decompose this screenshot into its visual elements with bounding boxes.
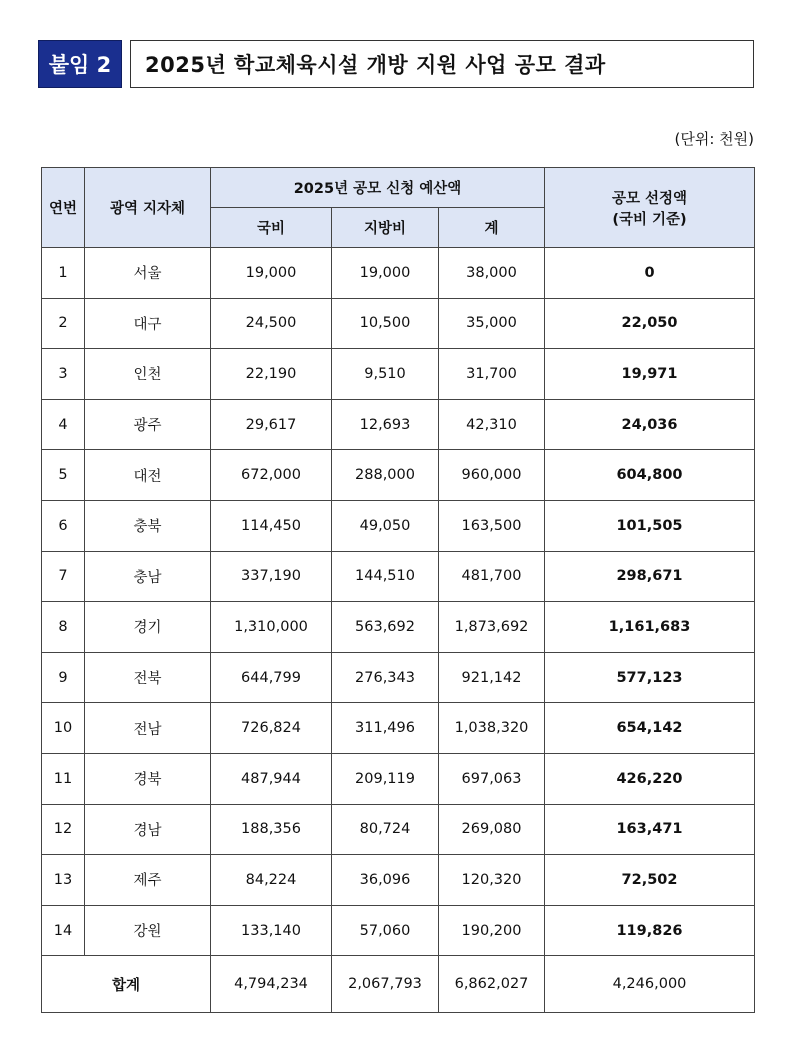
cell-region: 강원 [85,905,211,956]
cell-local: 209,119 [332,753,439,804]
header-request-group: 2025년 공모 신청 예산액 [211,168,545,208]
cell-no: 6 [42,500,85,551]
table-row [42,602,755,653]
cell-no: 4 [42,399,85,450]
cell-national: 487,944 [211,753,332,804]
cell-sum: 35,000 [439,298,545,349]
cell-national: 84,224 [211,855,332,906]
total-label: 합계 [42,956,211,1013]
cell-national: 1,310,000 [211,602,332,653]
cell-national: 24,500 [211,298,332,349]
cell-no: 10 [42,703,85,754]
table-row [42,855,755,906]
cell-national: 133,140 [211,905,332,956]
cell-local: 12,693 [332,399,439,450]
cell-national: 726,824 [211,703,332,754]
table-row [42,804,755,855]
cell-region: 전남 [85,703,211,754]
header-selected-line1: 공모 선정액 [611,190,688,207]
cell-region: 서울 [85,248,211,299]
cell-national: 672,000 [211,450,332,501]
cell-local: 19,000 [332,248,439,299]
table-row [42,399,755,450]
cell-no: 11 [42,753,85,804]
table-row [42,703,755,754]
cell-no: 1 [42,248,85,299]
cell-region: 경북 [85,753,211,804]
total-sum: 6,862,027 [439,956,545,1013]
header-local: 지방비 [332,208,439,248]
cell-national: 29,617 [211,399,332,450]
cell-selected: 1,161,683 [545,602,755,653]
cell-sum: 481,700 [439,551,545,602]
header-sum: 계 [439,208,545,248]
cell-selected: 298,671 [545,551,755,602]
cell-region: 경남 [85,804,211,855]
cell-selected: 654,142 [545,703,755,754]
table-row [42,349,755,400]
cell-selected: 119,826 [545,905,755,956]
table-row [42,500,755,551]
cell-local: 49,050 [332,500,439,551]
cell-national: 22,190 [211,349,332,400]
cell-sum: 1,873,692 [439,602,545,653]
cell-national: 114,450 [211,500,332,551]
cell-region: 충남 [85,551,211,602]
total-national: 4,794,234 [211,956,332,1013]
cell-sum: 1,038,320 [439,703,545,754]
table-row [42,248,755,299]
attachment-badge: 붙임 2 [38,40,122,88]
cell-no: 7 [42,551,85,602]
cell-sum: 269,080 [439,804,545,855]
table-row [42,753,755,804]
header-no: 연번 [42,168,85,248]
cell-sum: 163,500 [439,500,545,551]
cell-no: 5 [42,450,85,501]
cell-sum: 190,200 [439,905,545,956]
cell-local: 288,000 [332,450,439,501]
table-row [42,298,755,349]
cell-national: 188,356 [211,804,332,855]
cell-sum: 120,320 [439,855,545,906]
cell-region: 대전 [85,450,211,501]
cell-sum: 960,000 [439,450,545,501]
page-title: 2025년 학교체육시설 개방 지원 사업 공모 결과 [130,40,754,88]
table-row [42,652,755,703]
total-selected: 4,246,000 [545,956,755,1013]
cell-no: 14 [42,905,85,956]
cell-no: 9 [42,652,85,703]
cell-region: 광주 [85,399,211,450]
cell-national: 644,799 [211,652,332,703]
cell-selected: 577,123 [545,652,755,703]
cell-national: 19,000 [211,248,332,299]
cell-selected: 163,471 [545,804,755,855]
cell-sum: 42,310 [439,399,545,450]
cell-region: 제주 [85,855,211,906]
cell-no: 8 [42,602,85,653]
table-row [42,450,755,501]
cell-no: 3 [42,349,85,400]
header-national: 국비 [211,208,332,248]
cell-local: 311,496 [332,703,439,754]
cell-region: 대구 [85,298,211,349]
cell-no: 12 [42,804,85,855]
cell-selected: 22,050 [545,298,755,349]
cell-local: 80,724 [332,804,439,855]
header-region: 광역 지자체 [85,168,211,248]
cell-local: 563,692 [332,602,439,653]
cell-selected: 72,502 [545,855,755,906]
unit-label: (단위: 천원) [674,130,754,148]
cell-selected: 426,220 [545,753,755,804]
cell-selected: 101,505 [545,500,755,551]
cell-selected: 19,971 [545,349,755,400]
header-selected [545,168,755,248]
table-row [42,551,755,602]
total-local: 2,067,793 [332,956,439,1013]
cell-no: 13 [42,855,85,906]
cell-region: 충북 [85,500,211,551]
cell-selected: 604,800 [545,450,755,501]
cell-sum: 38,000 [439,248,545,299]
title-bar [38,40,754,88]
cell-region: 인천 [85,349,211,400]
table-row [42,905,755,956]
cell-national: 337,190 [211,551,332,602]
cell-sum: 31,700 [439,349,545,400]
total-row [42,956,755,1013]
header-selected-line2: (국비 기준) [612,211,687,228]
cell-region: 경기 [85,602,211,653]
cell-sum: 697,063 [439,753,545,804]
cell-local: 36,096 [332,855,439,906]
cell-no: 2 [42,298,85,349]
cell-local: 144,510 [332,551,439,602]
cell-selected: 24,036 [545,399,755,450]
results-table [41,167,755,1013]
cell-sum: 921,142 [439,652,545,703]
cell-selected: 0 [545,248,755,299]
cell-local: 276,343 [332,652,439,703]
cell-local: 10,500 [332,298,439,349]
cell-local: 9,510 [332,349,439,400]
cell-region: 전북 [85,652,211,703]
cell-local: 57,060 [332,905,439,956]
